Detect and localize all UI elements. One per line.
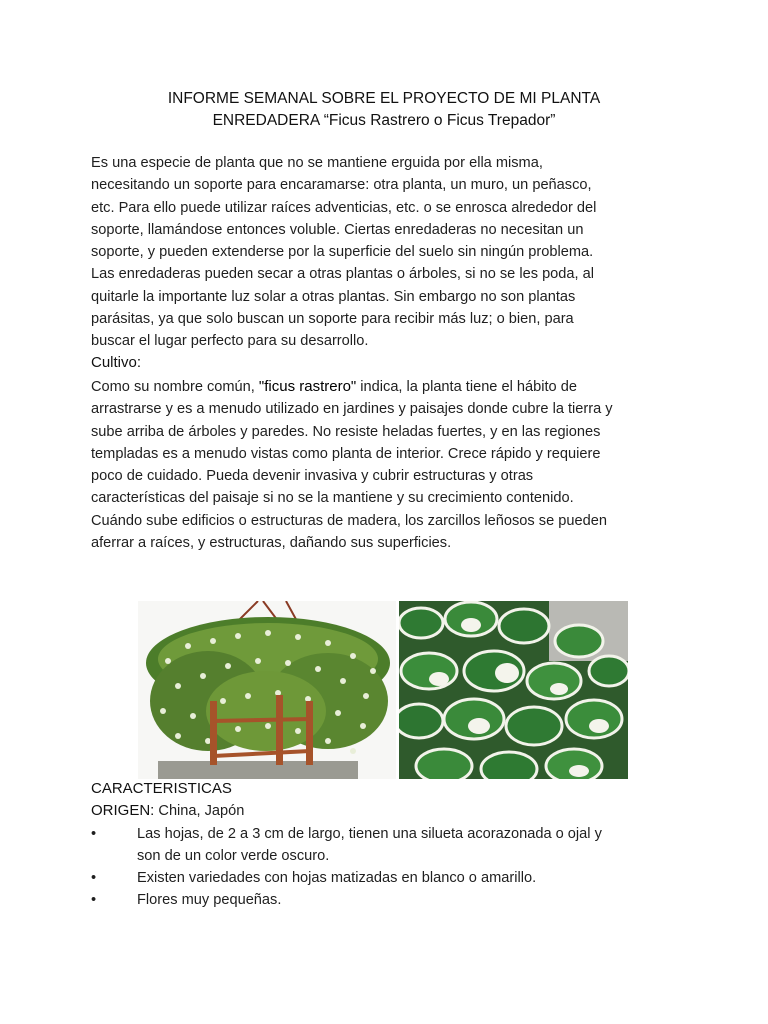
intro-line: quitarle la importante luz solar a otras plantas. Sin embargo no son plantas [91,288,576,305]
intro-line: Es una especie de planta que no se mantiene erguida por ella misma, [91,155,543,171]
caracteristicas-heading: CARACTERISTICAS [91,780,232,797]
list-item [91,867,681,889]
title-line-1: INFORME SEMANAL SOBRE EL PROYECTO DE MI PLANTA [167,90,601,107]
cultivo-line: aferrar a raíces, y estructuras, dañando sus superficies. [91,535,452,552]
cultivo-paragraph [91,376,681,554]
intro-line: etc. Para ello puede utilizar raíces adventicias, etc. o se enrosca alrededor del [91,199,597,216]
bullet-symbol: • [91,892,97,909]
origen-value: China, Japón [154,803,245,820]
intro-line: soporte, llamándose entonces voluble. Ciertas enredaderas no necesitan un [91,221,584,238]
cultivo-line: características del paisaje si no se la mantiene y su crecimiento contenido. [91,490,574,507]
cultivo-heading: Cultivo: [91,354,142,371]
intro-line: soporte, y pueden extenderse por la superficie del suelo sin ningún problema. [91,244,594,261]
bullet-line: son de un color verde oscuro. [137,847,330,864]
cultivo-line: templadas es a menudo vistas como planta de interior. Crece rápido y requiere [91,445,601,462]
ficus-rastrero-quote: "ficus rastrero" [258,378,357,395]
plant-images [138,601,628,779]
list-item [91,823,681,868]
title-line-2: ENREDADERA “Ficus Rastrero o Ficus Trepador” [212,112,556,129]
caracteristicas-section [91,778,681,912]
bullet-line: Existen variedades con hojas matizadas en blanco o amarillo. [137,870,537,887]
intro-line: parásitas, ya que solo buscan un soporte para recibir más luz; o bien, para [91,311,574,328]
intro-paragraph [91,152,681,353]
bullet-text [137,867,681,889]
origen-label: ORIGEN: [91,802,155,820]
document-title [90,88,678,132]
bullet-text [137,889,681,911]
intro-line: necesitando un soporte para encaramarse: otra planta, un muro, un peñasco, [91,177,592,194]
list-item [91,889,681,911]
bullet-text [137,823,681,868]
hanging-plant-image [138,601,396,779]
bullet-line: Flores muy pequeñas. [137,892,282,909]
bullet-symbol: • [91,870,97,887]
cultivo-line: Cuándo sube edificios o estructuras de madera, los zarcillos leñosos se pueden [91,512,607,529]
cultivo-line: arrastrarse y es a menudo utilizado en jardines y paisajes donde cubre la tierra y [91,401,613,418]
bullet-line: Las hojas, de 2 a 3 cm de largo, tienen una silueta acorazonada o ojal y [137,825,602,842]
cultivo-first-line-pre: Como su nombre común, [91,379,259,395]
cultivo-line: poco de cuidado. Pueda devenir invasiva y cubrir estructuras y otras [91,468,534,485]
bullet-symbol: • [91,825,97,842]
variegated-leaves-image [399,601,628,779]
cultivo-first-line [91,376,681,398]
intro-line: Las enredaderas pueden secar a otras plantas o árboles, si no se les poda, al [91,266,594,283]
cultivo-first-line-post: indica, la planta tiene el hábito de [356,379,577,395]
cultivo-line: sube arriba de árboles y paredes. No resiste heladas fuertes, y en las regiones [91,423,601,440]
origen-line [91,800,681,822]
intro-line: buscar el lugar perfecto para su desarrollo. [91,333,369,350]
